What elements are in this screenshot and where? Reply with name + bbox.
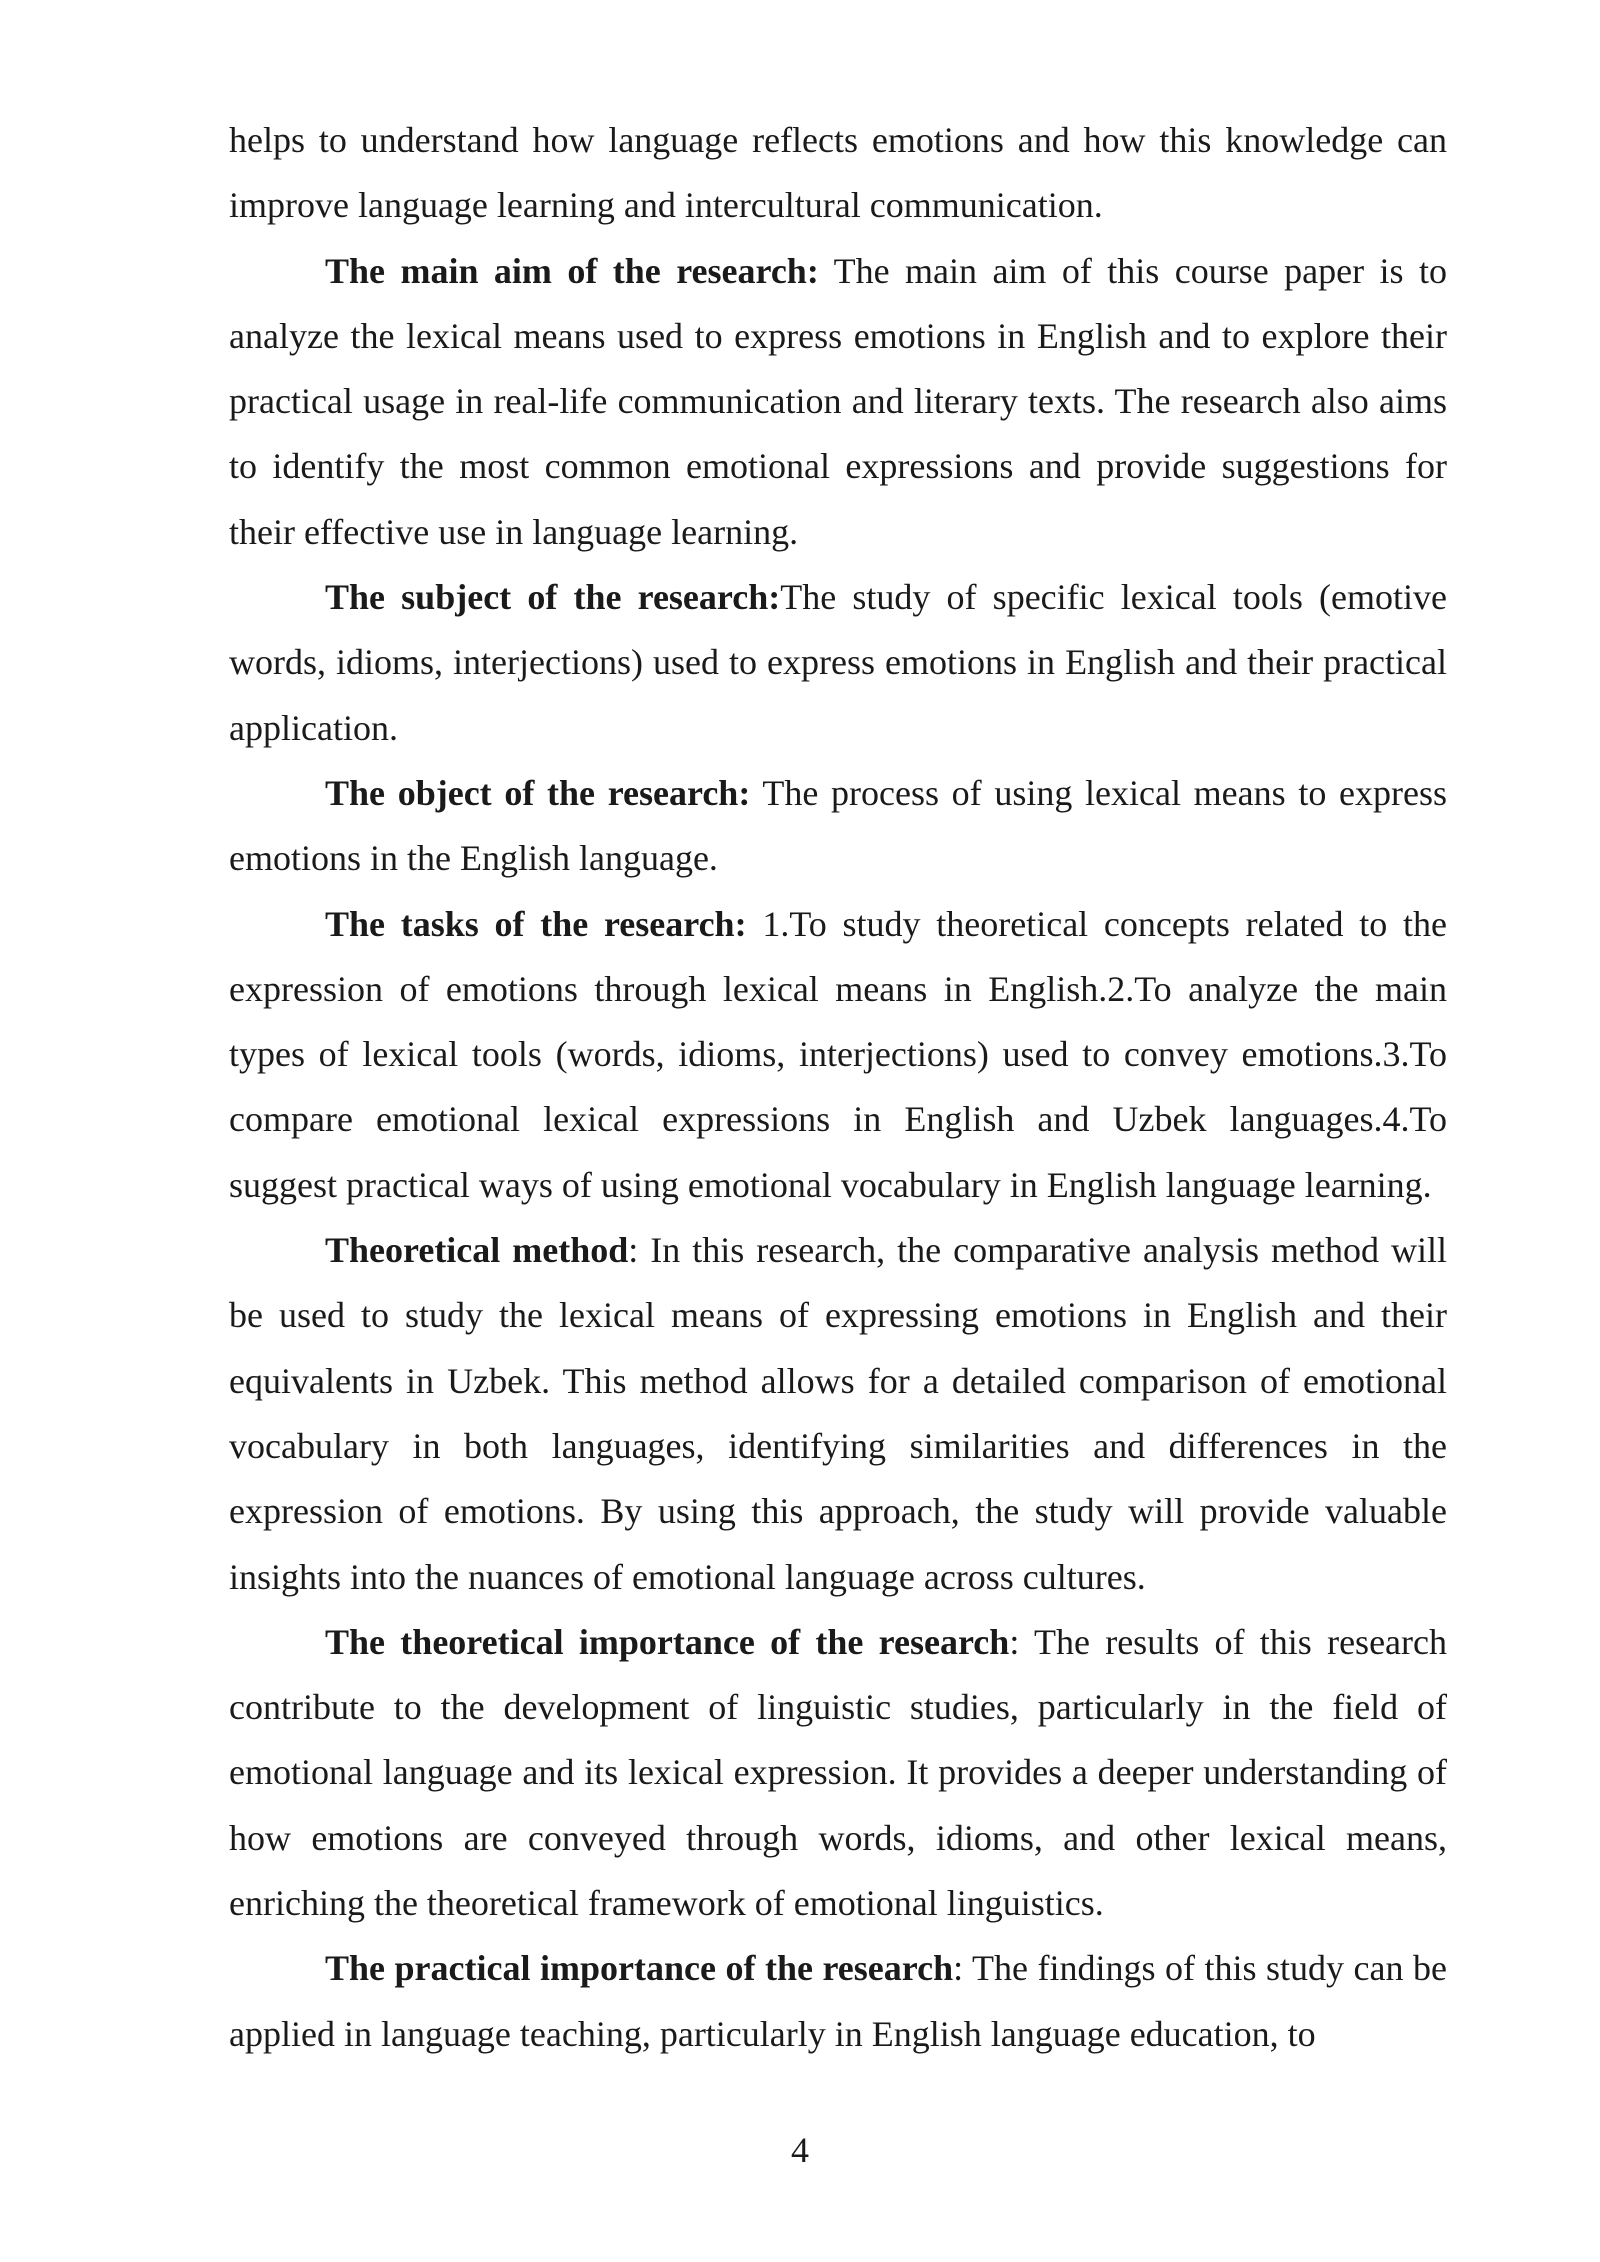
paragraph-subject [229, 565, 1447, 761]
text-theoretical-method: : In this research, the comparative analysis method will be used to study the lexical means of expressing emotions in English and their equivalents in Uzbek. This method allows for a detailed comparison of emotional vocabulary in both languages, identifying similarities and differences in the expression of emotions. By using this approach, the study will provide valuable insights into the nuances of emotional language across cultures. [229, 1230, 1447, 1597]
text-main-aim: The main aim of this course paper is to analyze the lexical means used to express emotions in English and to explore their practical usage in real-life communication and literary texts. The research also aims to identify the most common emotional expressions and provide suggestions for their effective use in language learning. [229, 250, 1447, 552]
heading-object: The object of the research: [325, 772, 751, 813]
text-theoretical-importance: : The results of this research contribute to the development of linguistic studies, particularly in the field of emotional language and its lexical expression. It provides a deeper understanding of how emotions are conveyed through words, idioms, and other lexical means, enriching the theoretical framework of emotional linguistics. [229, 1621, 1447, 1924]
paragraph-main-aim [229, 239, 1447, 565]
heading-tasks: The tasks of the research: [325, 903, 747, 944]
heading-practical-importance: The practical importance of the research [325, 1948, 954, 1989]
paragraph-object [229, 761, 1447, 892]
text-tasks: 1.To study theoretical concepts related to the expression of emotions through lexical means in English.2.To analyze the main types of lexical tools (words, idioms, interjections) used to convey emotions.3.To compare emotional lexical expressions in English and Uzbek languages.4.To suggest practical ways of using emotional vocabulary in English language learning. [229, 903, 1447, 1205]
text-subject: The study of specific lexical tools (emotive words, idioms, interjections) used to express emotions in English and their practical application. [229, 577, 1448, 748]
heading-theoretical-method: Theoretical method [325, 1230, 629, 1271]
heading-subject: The subject of the research: [325, 577, 781, 618]
heading-main-aim: The main aim of the research: [325, 250, 819, 291]
paragraph-practical-importance [229, 1936, 1447, 2067]
text-practical-importance: : The findings of this study can be applied in language teaching, particularly in English language education, to [229, 1948, 1447, 2054]
page-number: 4 [791, 2130, 809, 2170]
paragraph-tasks [229, 892, 1447, 1218]
body-text [229, 108, 1447, 2067]
intro-paragraph: helps to understand how language reflects emotions and how this knowledge can improve language learning and intercultural communication. [229, 120, 1447, 226]
text-object: The process of using lexical means to express emotions in the English language. [229, 772, 1447, 879]
paragraph-theoretical-importance [229, 1610, 1447, 1936]
heading-theoretical-importance: The theoretical importance of the research [325, 1621, 1010, 1662]
paragraph-theoretical-method [229, 1218, 1447, 1610]
